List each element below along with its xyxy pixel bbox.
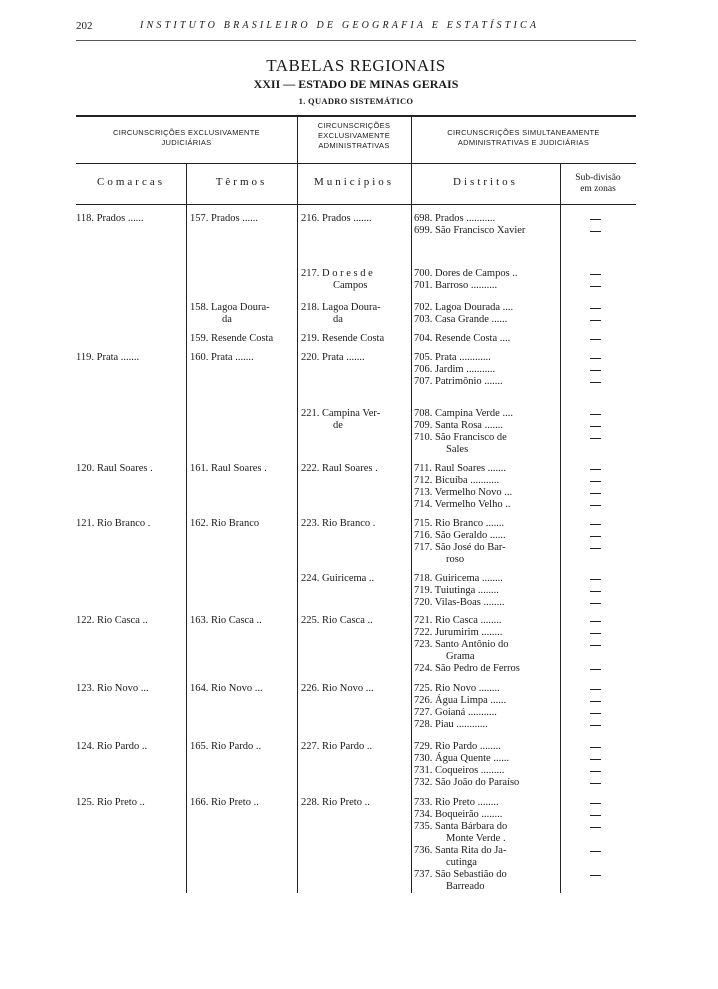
subdivisao-dash — [590, 426, 601, 427]
column-header-rule — [76, 204, 636, 205]
termo-entry: 161. Raul Soares . — [190, 463, 267, 474]
comarca-entry: 123. Rio Novo ... — [76, 683, 149, 694]
distrito-entry: 702. Lagoa Dourada .... — [414, 302, 514, 313]
distrito-entry: 726. Água Limpa ...... — [414, 695, 507, 706]
page-subtitle: XXII — ESTADO DE MINAS GERAIS — [253, 77, 459, 91]
municipio-entry: 227. Rio Pardo .. — [301, 741, 373, 752]
subdivisao-dash — [590, 370, 601, 371]
subdivisao-dash — [590, 875, 601, 876]
distrito-entry: 732. São João do Paraíso — [414, 777, 520, 788]
distrito-entry: 718. Guiricema ........ — [414, 573, 503, 584]
page-number: 202 — [76, 20, 93, 32]
distrito-entry: 698. Prados ........... — [414, 213, 496, 224]
distrito-entry: 699. São Francisco Xavier — [414, 225, 526, 236]
column-header-municipios: Municípios — [313, 176, 395, 188]
distrito-entry: 737. São Sebastião do — [414, 869, 507, 880]
municipio-entry: 228. Rio Preto .. — [301, 797, 370, 808]
subdivisao-dash — [590, 713, 601, 714]
subdivisao-dash — [590, 747, 601, 748]
column-header-termos: Têrmos — [215, 176, 268, 188]
subdivisao-dash — [590, 481, 601, 482]
subdivisao-dash — [590, 274, 601, 275]
municipio-entry: 217. D o r e s d e — [301, 268, 373, 279]
municipio-entry: 216. Prados ....... — [301, 213, 372, 224]
subdivisao-dash — [590, 438, 601, 439]
municipio-entry: 224. Guiricema .. — [301, 573, 375, 584]
termo-entry: 159. Resende Costa — [190, 333, 274, 344]
municipio-entry: 226. Rio Novo ... — [301, 683, 374, 694]
group-header-both: CIRCUNSCRIÇÕES SIMULTANEAMENTE ADMINISTRATIVAS E JUDICIÁRIAS — [447, 128, 600, 147]
comarca-entry: 122. Rio Casca .. — [76, 615, 148, 626]
distrito-entry-continued: Monte Verde . — [446, 833, 506, 844]
page-title: TABELAS REGIONAIS — [266, 56, 446, 75]
subdivisao-dash — [590, 231, 601, 232]
subdivisao-dash — [590, 827, 601, 828]
comarca-entry: 121. Rio Branco . — [76, 518, 151, 529]
subdivisao-dash — [590, 536, 601, 537]
group-header-rule — [76, 163, 636, 164]
subdivisao-dash — [590, 414, 601, 415]
municipio-entry: 219. Resende Costa — [301, 333, 385, 344]
distrito-entry-continued: Barreado — [446, 881, 485, 892]
group-header-admin-only: CIRCUNSCRIÇÕES EXCLUSIVAMENTE ADMINISTRATIVAS — [317, 121, 391, 150]
subdivisao-dash — [590, 851, 601, 852]
distrito-entry: 715. Rio Branco ....... — [414, 518, 505, 529]
subdivisao-dash — [590, 701, 601, 702]
subdivisao-dash — [590, 579, 601, 580]
distrito-entry: 700. Dores de Campos .. — [414, 268, 518, 279]
municipio-entry: 218. Lagoa Doura- — [301, 302, 381, 313]
distrito-entry: 725. Rio Novo ........ — [414, 683, 500, 694]
distrito-entry: 722. Jurumirim ........ — [414, 627, 503, 638]
comarca-entry: 119. Prata ....... — [76, 352, 140, 363]
distrito-entry: 716. São Geraldo ...... — [414, 530, 506, 541]
distrito-entry: 705. Prata ............ — [414, 352, 491, 363]
comarca-entry: 125. Rio Preto .. — [76, 797, 145, 808]
subdivisao-dash — [590, 219, 601, 220]
distrito-entry: 724. São Pedro de Ferros — [414, 663, 520, 674]
distrito-entry-continued: Grama — [446, 651, 475, 662]
column-divider-1 — [186, 163, 187, 893]
distrito-entry: 735. Santa Bárbara do — [414, 821, 508, 832]
subdivisao-dash — [590, 603, 601, 604]
column-divider-4 — [560, 163, 561, 893]
header-rule — [76, 40, 636, 41]
distrito-entry: 708. Campina Verde .... — [414, 408, 513, 419]
subdivisao-dash — [590, 339, 601, 340]
distrito-entry: 719. Tuiutinga ........ — [414, 585, 499, 596]
termo-entry: 162. Rio Branco — [190, 518, 260, 529]
termo-entry: 158. Lagoa Doura- — [190, 302, 270, 313]
subdivisao-dash — [590, 493, 601, 494]
distrito-entry: 701. Barroso .......... — [414, 280, 498, 291]
subdivisao-dash — [590, 286, 601, 287]
subdivisao-dash — [590, 308, 601, 309]
column-divider-2 — [297, 115, 298, 893]
termo-entry: 165. Rio Pardo .. — [190, 741, 262, 752]
subdivisao-dash — [590, 505, 601, 506]
subdivisao-dash — [590, 591, 601, 592]
running-header — [76, 20, 568, 36]
comarca-entry: 118. Prados ...... — [76, 213, 144, 224]
subdivisao-dash — [590, 783, 601, 784]
distrito-entry: 729. Rio Pardo ........ — [414, 741, 501, 752]
subdivisao-dash — [590, 621, 601, 622]
subdivisao-dash — [590, 803, 601, 804]
distrito-entry: 720. Vilas-Boas ........ — [414, 597, 505, 608]
comarca-entry: 124. Rio Pardo .. — [76, 741, 148, 752]
distrito-entry: 733. Rio Preto ........ — [414, 797, 499, 808]
subdivisao-dash — [590, 759, 601, 760]
subdivisao-dash — [590, 382, 601, 383]
distrito-entry: 703. Casa Grande ...... — [414, 314, 508, 325]
distrito-entry: 727. Goianá ........... — [414, 707, 497, 718]
distrito-entry: 721. Rio Casca ........ — [414, 615, 502, 626]
municipio-entry-continued: Campos — [333, 280, 368, 291]
subdivisao-dash — [590, 815, 601, 816]
termo-entry: 166. Rio Preto .. — [190, 797, 259, 808]
municipio-entry: 223. Rio Branco . — [301, 518, 376, 529]
municipio-entry-continued: de — [333, 420, 343, 431]
distrito-entry: 736. Santa Rita do Ja- — [414, 845, 507, 856]
distrito-entry: 731. Coqueiros ......... — [414, 765, 505, 776]
distrito-entry: 734. Boqueirão ........ — [414, 809, 503, 820]
subdivisao-dash — [590, 548, 601, 549]
subdivisao-dash — [590, 645, 601, 646]
table-top-rule — [76, 115, 636, 117]
distrito-entry-continued: Sales — [446, 444, 469, 455]
column-header-comarcas: Comarcas — [97, 176, 165, 188]
distrito-entry: 713. Vermelho Novo ... — [414, 487, 513, 498]
distrito-entry-continued: roso — [446, 554, 465, 565]
section-title: 1. QUADRO SISTEMÁTICO — [298, 96, 414, 106]
subdivisao-dash — [590, 524, 601, 525]
termo-entry: 160. Prata ....... — [190, 352, 254, 363]
municipio-entry: 222. Raul Soares . — [301, 463, 378, 474]
subdivisao-dash — [590, 689, 601, 690]
subdivisao-dash — [590, 771, 601, 772]
distrito-entry: 710. São Francisco de — [414, 432, 507, 443]
municipio-entry-continued: da — [333, 314, 343, 325]
municipio-entry: 221. Campina Ver- — [301, 408, 381, 419]
distrito-entry: 717. São José do Bar- — [414, 542, 506, 553]
termo-entry: 157. Prados ...... — [190, 213, 258, 224]
termo-entry: 163. Rio Casca .. — [190, 615, 262, 626]
subdivisao-dash — [590, 725, 601, 726]
column-header-distritos: Distritos — [453, 176, 518, 188]
municipio-entry: 225. Rio Casca .. — [301, 615, 373, 626]
distrito-entry: 723. Santo Antônio do — [414, 639, 509, 650]
subdivisao-dash — [590, 633, 601, 634]
distrito-entry: 704. Resende Costa .... — [414, 333, 511, 344]
comarca-entry: 120. Raul Soares . — [76, 463, 153, 474]
distrito-entry-continued: cutinga — [446, 857, 477, 868]
subdivisao-dash — [590, 469, 601, 470]
distrito-entry: 711. Raul Soares ....... — [414, 463, 507, 474]
distrito-entry: 712. Bicuíba ........... — [414, 475, 500, 486]
subdivisao-dash — [590, 669, 601, 670]
column-header-subdivisao: Sub-divisão em zonas — [575, 173, 621, 194]
distrito-entry: 707. Patrimônio ....... — [414, 376, 503, 387]
distrito-entry: 709. Santa Rosa ....... — [414, 420, 503, 431]
subdivisao-dash — [590, 358, 601, 359]
running-title: INSTITUTO BRASILEIRO DE GEOGRAFIA E ESTATÍSTICA — [140, 20, 540, 31]
termo-entry-continued: da — [222, 314, 232, 325]
distrito-entry: 728. Piau ............ — [414, 719, 488, 730]
distrito-entry: 714. Vermelho Velho .. — [414, 499, 511, 510]
distrito-entry: 706. Jardim ........... — [414, 364, 496, 375]
termo-entry: 164. Rio Novo ... — [190, 683, 263, 694]
column-divider-3 — [411, 115, 412, 893]
group-header-judicial-only: CIRCUNSCRIÇÕES EXCLUSIVAMENTE JUDICIÁRIAS — [113, 128, 260, 147]
subdivisao-dash — [590, 320, 601, 321]
distrito-entry: 730. Água Quente ...... — [414, 753, 510, 764]
municipio-entry: 220. Prata ....... — [301, 352, 365, 363]
